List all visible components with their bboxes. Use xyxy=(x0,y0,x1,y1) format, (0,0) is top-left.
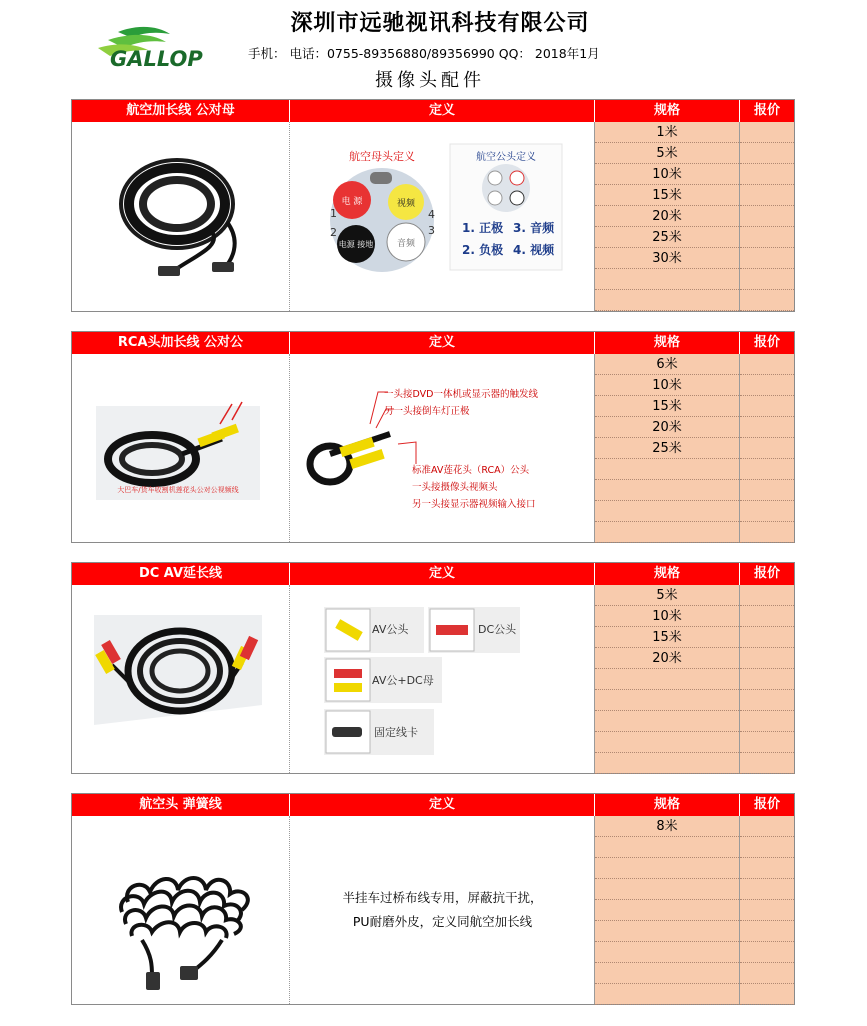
note-display-end: 另一头接显示器视频输入接口 xyxy=(412,499,536,510)
legend-2: 2. 负极 xyxy=(462,243,504,257)
spec-row xyxy=(595,942,739,963)
page-header xyxy=(0,0,867,95)
spec-row: 15米 xyxy=(595,627,739,648)
price-cell xyxy=(740,248,794,269)
spec-column xyxy=(595,816,740,1004)
description-line-2: PU耐磨外皮，定义同航空加长线 xyxy=(352,914,533,929)
legend-4: 4. 视频 xyxy=(513,243,555,257)
spring-description xyxy=(290,886,595,934)
note-reverse-light: 另一头接倒车灯正极 xyxy=(384,406,470,417)
part-av-dc: AV公+DC母 xyxy=(372,674,434,687)
price-column xyxy=(740,354,794,542)
price-cell xyxy=(740,522,794,543)
price-cell xyxy=(740,711,794,732)
rca-cable-image xyxy=(72,354,290,542)
part-cable-clip: 固定线卡 xyxy=(374,726,418,739)
rca-definition-diagram xyxy=(290,354,595,542)
spec-row xyxy=(595,269,739,290)
spec-row: 8米 xyxy=(595,816,739,837)
spec-row xyxy=(595,921,739,942)
price-header: 报价 xyxy=(753,797,780,812)
definition-header: 定义 xyxy=(290,100,595,122)
description-line-1: 半挂车过桥布线专用，屏蔽抗干扰， xyxy=(342,890,543,905)
spec-row xyxy=(595,879,739,900)
definition-header: 定义 xyxy=(290,332,595,354)
spec-row xyxy=(595,290,739,311)
spec-row: 10米 xyxy=(595,164,739,185)
price-cell xyxy=(740,164,794,185)
spec-column xyxy=(595,354,740,542)
spec-row xyxy=(595,858,739,879)
spec-row: 5米 xyxy=(595,143,739,164)
contact-line: 手机： 电话：0755-89356880/89356990 QQ： 2018年1月 xyxy=(248,46,600,61)
document-title: 摄像头配件 xyxy=(375,70,485,91)
spec-row: 15米 xyxy=(595,396,739,417)
coiled-cable-image xyxy=(72,122,290,310)
spec-row: 10米 xyxy=(595,375,739,396)
price-cell xyxy=(740,690,794,711)
price-cell xyxy=(740,438,794,459)
table-header xyxy=(72,100,794,122)
price-cell xyxy=(740,269,794,290)
female-title: 航空母头定义 xyxy=(349,150,415,163)
pin-power-label: 电 源 xyxy=(341,197,363,207)
product-name: 航空头 弹簧线 xyxy=(72,794,290,816)
male-title: 航空公头定义 xyxy=(476,152,536,163)
price-cell xyxy=(740,921,794,942)
product-block-dc-av-extension xyxy=(71,562,795,774)
spec-row: 15米 xyxy=(595,185,739,206)
spec-row: 30米 xyxy=(595,248,739,269)
product-image xyxy=(72,816,290,1004)
pin-ground-label: 电源 接地 xyxy=(338,240,374,249)
price-cell xyxy=(740,185,794,206)
price-cell xyxy=(740,942,794,963)
spec-row: 25米 xyxy=(595,227,739,248)
legend-1: 1. 正极 xyxy=(462,221,504,235)
spec-header: 规格 xyxy=(595,332,740,354)
spec-row xyxy=(595,963,739,984)
price-cell xyxy=(740,858,794,879)
definition-cell xyxy=(290,816,595,1004)
product-name: 航空加长线 公对母 xyxy=(72,100,290,122)
spec-row xyxy=(595,984,739,1005)
dc-av-cable-image xyxy=(72,585,290,773)
svg-text:2: 2 xyxy=(330,226,337,239)
price-cell xyxy=(740,879,794,900)
definition-header: 定义 xyxy=(290,563,595,585)
company-name: 深圳市远驰视讯科技有限公司 xyxy=(290,11,590,36)
legend-3: 3. 音频 xyxy=(513,221,555,235)
pin-video-label: 视频 xyxy=(396,199,416,209)
product-image xyxy=(72,122,290,311)
product-image xyxy=(72,354,290,542)
price-cell xyxy=(740,816,794,837)
price-cell xyxy=(740,480,794,501)
note-rca-male: 标准AV莲花头（RCA）公头 xyxy=(412,465,530,476)
price-header: 报价 xyxy=(753,566,780,581)
price-cell xyxy=(740,354,794,375)
logo-text: GALLOP xyxy=(110,47,203,70)
table-header xyxy=(72,563,794,585)
price-header: 报价 xyxy=(753,335,780,350)
spec-row xyxy=(595,669,739,690)
price-cell xyxy=(740,501,794,522)
gallop-logo xyxy=(88,24,238,70)
price-cell xyxy=(740,459,794,480)
price-cell xyxy=(740,206,794,227)
price-cell xyxy=(740,984,794,1005)
spec-header: 规格 xyxy=(595,100,740,122)
spec-row: 20米 xyxy=(595,648,739,669)
price-cell xyxy=(740,837,794,858)
spec-column xyxy=(595,122,740,311)
price-cell xyxy=(740,900,794,921)
svg-text:1: 1 xyxy=(330,207,337,220)
svg-text:4: 4 xyxy=(428,208,435,221)
product-block-rca-extension xyxy=(71,331,795,543)
price-cell xyxy=(740,753,794,774)
product-block-aviation-spring xyxy=(71,793,795,1005)
product-image xyxy=(72,585,290,773)
definition-cell xyxy=(290,354,595,542)
price-cell xyxy=(740,585,794,606)
svg-text:3: 3 xyxy=(428,224,435,237)
price-column xyxy=(740,585,794,773)
connector-parts-diagram xyxy=(290,585,595,773)
price-column xyxy=(740,122,794,311)
spec-row: 6米 xyxy=(595,354,739,375)
spec-row xyxy=(595,501,739,522)
spec-row xyxy=(595,837,739,858)
spec-row: 25米 xyxy=(595,438,739,459)
spec-row xyxy=(595,522,739,543)
price-cell xyxy=(740,627,794,648)
product-name: RCA头加长线 公对公 xyxy=(72,332,290,354)
table-header xyxy=(72,332,794,354)
price-cell xyxy=(740,227,794,248)
price-cell xyxy=(740,290,794,311)
spec-row xyxy=(595,732,739,753)
price-cell xyxy=(740,122,794,143)
price-cell xyxy=(740,143,794,164)
spec-column xyxy=(595,585,740,773)
spec-row xyxy=(595,711,739,732)
price-cell xyxy=(740,963,794,984)
spec-row: 20米 xyxy=(595,417,739,438)
spring-cable-image xyxy=(72,816,290,1004)
spec-header: 规格 xyxy=(595,794,740,816)
spec-row xyxy=(595,690,739,711)
spec-row: 20米 xyxy=(595,206,739,227)
spec-row xyxy=(595,753,739,774)
spec-row xyxy=(595,480,739,501)
price-cell xyxy=(740,648,794,669)
product-name: DC AV延长线 xyxy=(72,563,290,585)
definition-header: 定义 xyxy=(290,794,595,816)
part-dc-male: DC公头 xyxy=(478,623,517,636)
price-column xyxy=(740,816,794,1004)
part-av-male: AV公头 xyxy=(372,623,409,636)
note-trigger: 一头接DVD一体机或显示器的触发线 xyxy=(384,389,538,400)
spec-header: 规格 xyxy=(595,563,740,585)
pin-definition-diagram xyxy=(290,122,595,310)
price-cell xyxy=(740,669,794,690)
table-header xyxy=(72,794,794,816)
spec-row: 1米 xyxy=(595,122,739,143)
pin-audio-label: 音频 xyxy=(396,239,416,249)
spec-row xyxy=(595,459,739,480)
definition-cell xyxy=(290,585,595,773)
definition-cell xyxy=(290,122,595,311)
note-camera-end: 一头接摄像头视频头 xyxy=(412,482,498,493)
price-header: 报价 xyxy=(753,103,780,118)
spec-row: 5米 xyxy=(595,585,739,606)
image-caption: 大巴车/货车收割机莲花头公对公视频线 xyxy=(117,486,239,494)
price-cell xyxy=(740,417,794,438)
price-cell xyxy=(740,375,794,396)
price-cell xyxy=(740,606,794,627)
product-block-aviation-extension xyxy=(71,99,795,312)
price-cell xyxy=(740,732,794,753)
spec-row: 10米 xyxy=(595,606,739,627)
spec-row xyxy=(595,900,739,921)
price-cell xyxy=(740,396,794,417)
